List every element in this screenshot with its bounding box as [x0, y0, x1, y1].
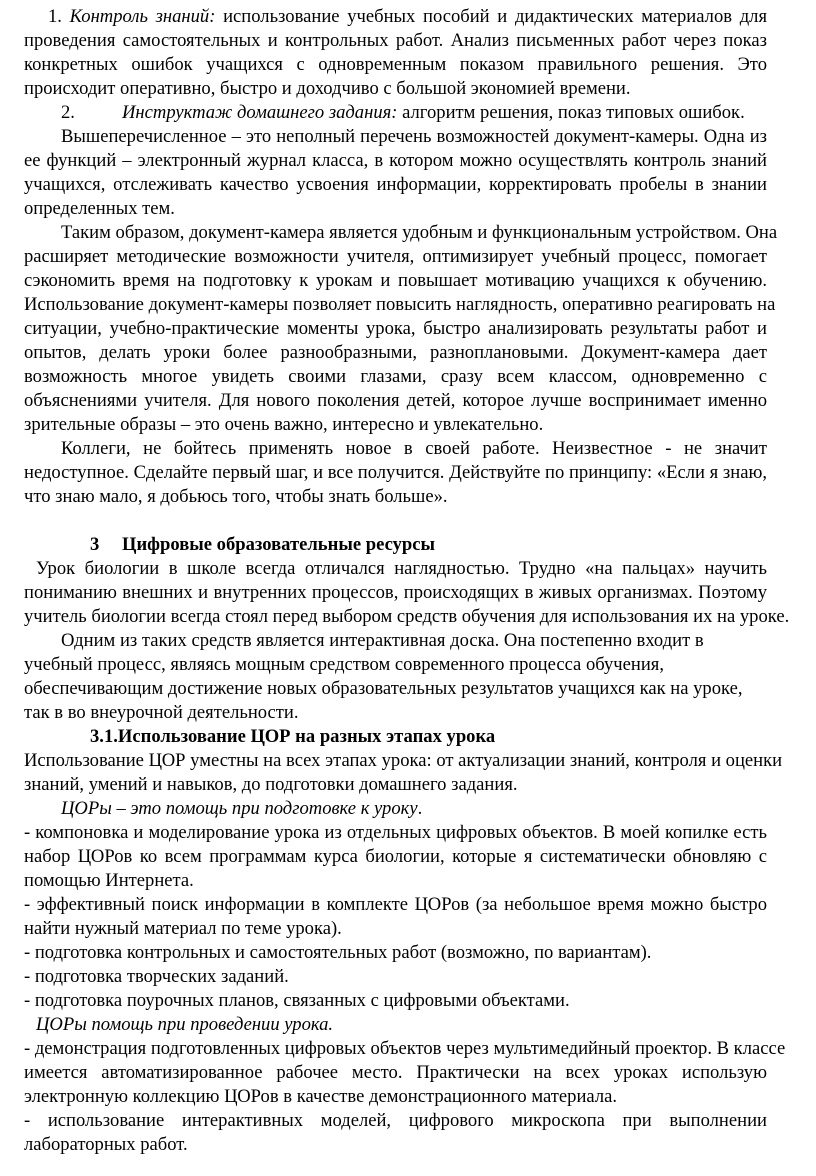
- text-line: сэкономить время на подготовку к урокам и повышает мотивацию учащихся к обучению.: [24, 270, 767, 291]
- text-line: 1. Контроль знаний: использование учебных пособий и дидактических материалов для: [48, 6, 768, 27]
- text-line: Использование документ-камеры позволяет повысить наглядность, оперативно реагировать на: [24, 294, 776, 315]
- text-line: зрительные образы – это очень важно, интересно и увлекательно.: [24, 414, 544, 435]
- text-line: имеется автоматизированное рабочее место. Практически на всех уроках использую: [24, 1062, 767, 1083]
- list-item-control-knowledge: [0, 4, 816, 30]
- text-line: опытов, делать уроки более разнообразными, разноплановыми. Документ-камера дает: [24, 342, 767, 363]
- text-line: учитель биологии всегда стоял перед выбором средств обучения для использования их на уроке.: [24, 606, 790, 627]
- section-heading-3-1: 3.1.Использование ЦОР на разных этапах урока: [90, 726, 496, 747]
- text-line: объяснениями учителя. Для нового поколения детей, которое лучше воспринимает именно: [24, 390, 767, 411]
- paragraph-line: Урок биологии в школе всегда отличался наглядностью. Трудно «на пальцах» научить: [36, 558, 767, 579]
- text-line: найти нужный материал по теме урока).: [24, 918, 342, 939]
- text-line: учащихся, отслеживать качество усвоения информации, корректировать пробелы в знании: [24, 174, 767, 195]
- list-item: - компоновка и моделирование урока из отдельных цифровых объектов. В моей копилке есть: [24, 822, 767, 843]
- list-item: - подготовка контрольных и самостоятельных работ (возможно, по вариантам).: [24, 942, 652, 963]
- text-line: лабораторных работ.: [24, 1134, 188, 1155]
- subheading-preparation: ЦОРы – это помощь при подготовке к уроку.: [61, 798, 423, 819]
- paragraph-line: Таким образом, документ-камера является удобным и функциональным устройством. Она: [61, 222, 778, 243]
- text-line: Использование ЦОР уместны на всех этапах урока: от актуализации знаний, контроля и оценки: [24, 750, 783, 771]
- text-line: ситуации, учебно-практические моменты урока, быстро анализировать результаты работ и: [24, 318, 767, 339]
- text-line: происходит оперативно, быстро и доходчиво с большой экономией времени.: [24, 78, 631, 99]
- text-line: конкретных ошибок учащихся с одновременным показом правильного решения. Это: [24, 54, 767, 75]
- list-item: - использование интерактивных моделей, цифрового микроскопа при выполнении: [24, 1110, 767, 1131]
- text-line: проведения самостоятельных и контрольных работ. Анализ письменных работ через показ: [24, 30, 767, 51]
- list-item: - подготовка поурочных планов, связанных с цифровыми объектами.: [24, 990, 570, 1011]
- text-line: определенных тем.: [24, 198, 175, 219]
- paragraph-line: Коллеги, не бойтесь применять новое в своей работе. Неизвестное - не значит: [61, 438, 767, 459]
- list-item-homework-instruction: 2. Инструктаж домашнего задания: алгоритм решения, показ типовых ошибок.: [61, 102, 745, 123]
- text-line: знаний, умений и навыков, до подготовки домашнего задания.: [24, 774, 518, 795]
- text-line: обеспечивающим достижение новых образовательных результатов учащихся как на уроке,: [24, 678, 743, 699]
- text-line: расширяет методические возможности учителя, оптимизирует учебный процесс, помогает: [24, 246, 767, 267]
- text-line: так в во внеурочной деятельности.: [24, 702, 299, 723]
- text-line: ее функций – электронный журнал класса, в котором можно осуществлять контроль знаний: [24, 150, 767, 171]
- text-line: электронную коллекцию ЦОРов в качестве демонстрационного материала.: [24, 1086, 618, 1107]
- paragraph-line: Одним из таких средств является интерактивная доска. Она постепенно входит в: [61, 630, 704, 651]
- text-line: учебный процесс, являясь мощным средством современного процесса обучения,: [24, 654, 665, 675]
- text-line: возможность многое увидеть своими глазами, сразу всем классом, одновременно с: [24, 366, 767, 387]
- text-line: пониманию внешних и внутренних процессов, происходящих в живых организмах. Поэтому: [24, 582, 767, 603]
- text-line: набор ЦОРов ко всем программам курса биологии, которые я систематически обновляю с: [24, 846, 767, 867]
- list-item: - эффективный поиск информации в комплекте ЦОРов (за небольшое время можно быстро: [24, 894, 767, 915]
- list-item: - демонстрация подготовленных цифровых объектов через мультимедийный проектор. В классе: [24, 1038, 786, 1059]
- text-line: помощью Интернета.: [24, 870, 194, 891]
- section-heading-3: 3 Цифровые образовательные ресурсы: [90, 534, 435, 555]
- text-line: недоступное. Сделайте первый шаг, и все получится. Действуйте по принципу: «Если я знаю,: [24, 462, 767, 483]
- text-line: что знаю мало, я добьюсь того, чтобы знать больше».: [24, 486, 448, 507]
- paragraph-line: Вышеперечисленное – это неполный перечень возможностей документ-камеры. Одна из: [61, 126, 767, 147]
- list-item: - подготовка творческих заданий.: [24, 966, 289, 987]
- subheading-conducting: ЦОРы помощь при проведении урока.: [36, 1014, 334, 1035]
